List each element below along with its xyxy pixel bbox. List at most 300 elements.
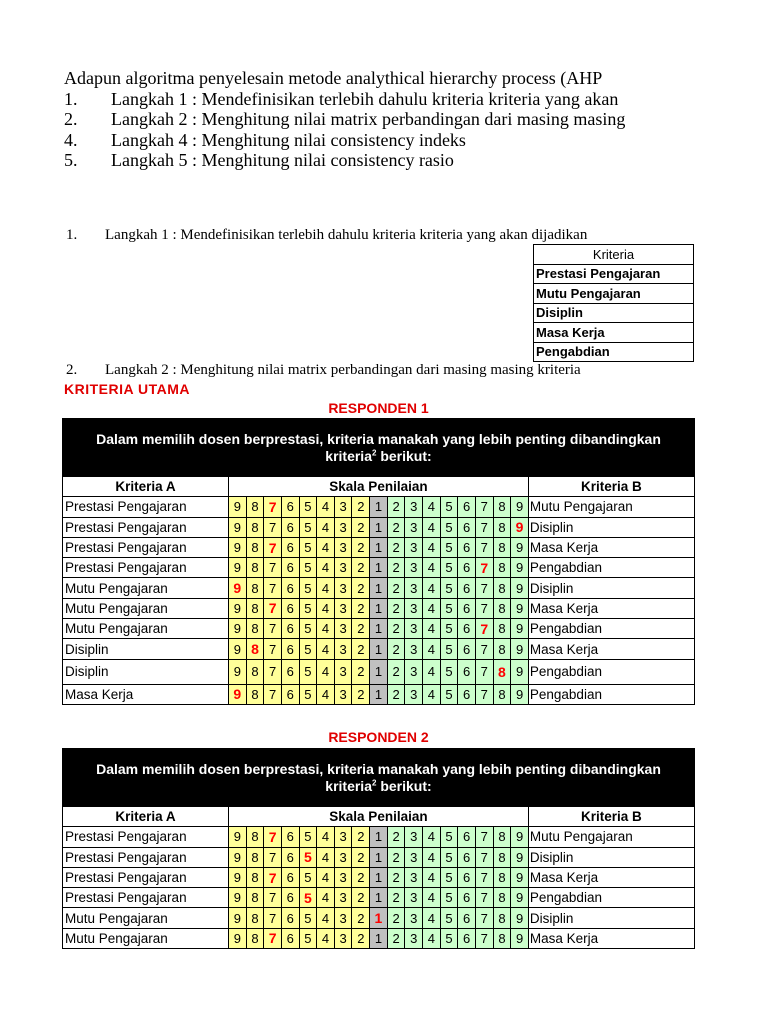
scale-cell[interactable]: 8 [493,537,511,557]
scale-cell[interactable]: 5 [440,578,458,598]
scale-cell[interactable]: 7 [475,684,493,704]
scale-cell[interactable]: 9 [229,867,247,887]
scale-cell[interactable]: 4 [317,537,335,557]
scale-cell[interactable]: 3 [405,888,423,908]
scale-cell[interactable]: 4 [423,639,441,659]
scale-cell[interactable]: 6 [281,598,299,618]
scale-cell[interactable]: 5 [440,639,458,659]
scale-cell[interactable]: 9 [229,517,247,537]
table-row [63,619,695,639]
step-number: 2. [64,109,78,129]
scale-cell[interactable]: 3 [405,847,423,867]
scale-cell[interactable]: 2 [387,558,405,578]
scale-cell[interactable]: 9 [229,598,247,618]
scale-cell[interactable]: 5 [440,537,458,557]
scale-cell[interactable]: 3 [405,684,423,704]
scale-cell[interactable]: 6 [458,908,476,928]
scale-cell[interactable]: 6 [458,639,476,659]
scale-cell[interactable]: 1 [370,659,388,684]
scale-cell[interactable]: 9 [229,558,247,578]
scale-cell[interactable]: 1 [370,578,388,598]
scale-cell[interactable]: 1 [370,928,388,948]
scale-cell[interactable]: 6 [458,684,476,704]
scale-cell[interactable]: 3 [405,598,423,618]
scale-cell[interactable]: 3 [405,537,423,557]
scale-cell[interactable]: 7 [264,684,282,704]
kriteria-b-cell: Pengabdian [528,619,694,639]
scale-cell[interactable]: 5 [299,908,317,928]
scale-cell[interactable]: 7 [264,908,282,928]
scale-cell[interactable]: 5 [440,684,458,704]
scale-cell[interactable]: 8 [493,684,511,704]
scale-cell[interactable]: 7 [475,517,493,537]
scale-cell[interactable]: 9 [229,659,247,684]
scale-cell[interactable]: 3 [405,497,423,517]
scale-cell[interactable]: 8 [493,619,511,639]
scale-cell[interactable]: 7 [264,827,282,847]
scale-cell[interactable]: 7 [475,908,493,928]
step-number: 1. [64,88,78,109]
scale-cell[interactable]: 8 [246,619,264,639]
scale-cell[interactable]: 3 [334,578,352,598]
scale-cell[interactable]: 9 [511,908,529,928]
scale-cell[interactable]: 2 [352,517,370,537]
scale-cell[interactable]: 7 [264,517,282,537]
kriteria-a-cell: Prestasi Pengajaran [63,867,229,887]
scale-cell[interactable]: 7 [475,639,493,659]
scale-cell[interactable]: 4 [317,908,335,928]
question-row [63,419,695,477]
scale-cell[interactable]: 8 [246,908,264,928]
scale-cell[interactable]: 8 [493,517,511,537]
scale-cell[interactable]: 5 [299,619,317,639]
scale-cell[interactable]: 9 [511,639,529,659]
scale-cell[interactable]: 9 [229,847,247,867]
scale-cell[interactable]: 5 [299,578,317,598]
scale-cell[interactable]: 2 [352,659,370,684]
scale-cell[interactable]: 1 [370,847,388,867]
kriteria-a-cell: Masa Kerja [63,684,229,704]
scale-cell[interactable]: 6 [458,558,476,578]
scale-cell[interactable]: 5 [299,497,317,517]
scale-cell[interactable]: 9 [229,928,247,948]
scale-cell[interactable]: 9 [511,578,529,598]
scale-cell[interactable]: 3 [405,619,423,639]
scale-cell[interactable]: 4 [317,598,335,618]
scale-cell[interactable]: 6 [458,867,476,887]
scale-cell[interactable]: 7 [264,639,282,659]
scale-cell[interactable]: 3 [405,558,423,578]
scale-cell[interactable]: 4 [317,639,335,659]
respondent-title: RESPONDEN 2 [328,729,429,745]
scale-cell[interactable]: 8 [246,598,264,618]
scale-cell[interactable]: 2 [387,827,405,847]
col-skala-penilaian: Skala Penilaian [229,807,529,827]
scale-cell[interactable]: 3 [334,928,352,948]
scale-cell[interactable]: 7 [475,888,493,908]
scale-cell[interactable]: 2 [352,578,370,598]
scale-cell[interactable]: 9 [229,827,247,847]
scale-cell[interactable]: 6 [281,827,299,847]
question-text-2 [73,448,684,465]
scale-cell[interactable]: 8 [246,847,264,867]
scale-cell[interactable]: 7 [475,598,493,618]
scale-cell[interactable]: 1 [370,639,388,659]
scale-cell[interactable]: 5 [440,827,458,847]
scale-cell[interactable]: 6 [281,867,299,887]
scale-cell[interactable]: 4 [423,928,441,948]
scale-cell[interactable]: 8 [493,578,511,598]
scale-cell[interactable]: 6 [281,684,299,704]
scale-cell[interactable]: 2 [352,537,370,557]
scale-cell[interactable]: 4 [423,537,441,557]
scale-cell[interactable]: 9 [229,619,247,639]
scale-cell[interactable]: 9 [511,517,529,537]
scale-cell[interactable]: 8 [493,928,511,948]
scale-cell[interactable]: 1 [370,558,388,578]
scale-cell[interactable]: 3 [334,558,352,578]
scale-cell[interactable]: 7 [475,867,493,887]
scale-cell[interactable]: 2 [352,619,370,639]
scale-cell[interactable]: 2 [387,888,405,908]
scale-cell[interactable]: 6 [281,558,299,578]
scale-cell[interactable]: 2 [387,847,405,867]
scale-cell[interactable]: 4 [317,867,335,887]
scale-cell[interactable]: 3 [405,928,423,948]
scale-cell[interactable]: 7 [264,558,282,578]
scale-cell[interactable]: 9 [229,497,247,517]
scale-cell[interactable]: 6 [281,639,299,659]
scale-cell[interactable]: 4 [317,827,335,847]
scale-cell[interactable]: 6 [281,888,299,908]
scale-cell[interactable]: 5 [299,847,317,867]
column-header-row [63,807,695,827]
scale-cell[interactable]: 4 [317,558,335,578]
scale-cell[interactable]: 7 [264,659,282,684]
scale-cell[interactable]: 6 [458,928,476,948]
scale-cell[interactable]: 8 [493,497,511,517]
scale-cell[interactable]: 7 [475,928,493,948]
scale-cell[interactable]: 5 [440,517,458,537]
scale-cell[interactable]: 3 [334,517,352,537]
scale-cell[interactable]: 2 [387,517,405,537]
scale-cell[interactable]: 4 [317,659,335,684]
scale-cell[interactable]: 9 [511,827,529,847]
scale-cell[interactable]: 4 [423,684,441,704]
scale-cell[interactable]: 5 [440,888,458,908]
scale-cell[interactable]: 6 [458,598,476,618]
scale-cell[interactable]: 6 [281,517,299,537]
scale-cell[interactable]: 8 [493,598,511,618]
scale-cell[interactable]: 2 [352,497,370,517]
scale-cell[interactable]: 5 [299,639,317,659]
scale-cell[interactable]: 3 [334,659,352,684]
scale-cell[interactable]: 9 [229,684,247,704]
scale-cell[interactable]: 7 [475,497,493,517]
scale-cell[interactable]: 5 [299,558,317,578]
scale-cell[interactable]: 3 [405,639,423,659]
scale-cell[interactable]: 8 [246,659,264,684]
scale-cell[interactable]: 2 [352,867,370,887]
scale-cell[interactable]: 7 [475,847,493,867]
scale-cell[interactable]: 3 [334,684,352,704]
scale-cell[interactable]: 2 [352,684,370,704]
scale-cell[interactable]: 7 [264,619,282,639]
scale-cell[interactable]: 2 [387,928,405,948]
scale-cell[interactable]: 4 [423,497,441,517]
scale-cell[interactable]: 8 [246,888,264,908]
scale-cell[interactable]: 9 [229,639,247,659]
scale-cell[interactable]: 5 [440,619,458,639]
scale-cell[interactable]: 7 [475,619,493,639]
scale-cell[interactable]: 8 [246,639,264,659]
scale-cell[interactable]: 6 [458,888,476,908]
scale-cell[interactable]: 3 [334,847,352,867]
scale-cell[interactable]: 1 [370,598,388,618]
scale-cell[interactable]: 5 [440,908,458,928]
scale-cell[interactable]: 3 [334,537,352,557]
scale-cell[interactable]: 2 [387,578,405,598]
scale-cell[interactable]: 2 [352,827,370,847]
scale-cell[interactable]: 8 [493,888,511,908]
scale-cell[interactable]: 9 [511,497,529,517]
scale-cell[interactable]: 4 [317,578,335,598]
scale-cell[interactable]: 6 [281,537,299,557]
scale-cell[interactable]: 7 [264,537,282,557]
scale-cell[interactable]: 4 [423,867,441,887]
scale-cell[interactable]: 9 [229,537,247,557]
scale-cell[interactable]: 8 [493,908,511,928]
table-row [63,684,695,704]
scale-cell[interactable]: 8 [246,867,264,887]
scale-cell[interactable]: 4 [423,517,441,537]
scale-cell[interactable]: 4 [317,517,335,537]
scale-cell[interactable]: 2 [352,928,370,948]
scale-cell[interactable]: 3 [334,908,352,928]
scale-cell[interactable]: 7 [475,558,493,578]
scale-cell[interactable]: 3 [334,827,352,847]
scale-cell[interactable]: 2 [387,867,405,887]
scale-cell[interactable]: 5 [299,684,317,704]
scale-cell[interactable]: 5 [299,537,317,557]
scale-cell[interactable]: 6 [281,928,299,948]
scale-cell[interactable]: 6 [281,847,299,867]
scale-cell[interactable]: 8 [246,497,264,517]
scale-cell[interactable]: 2 [387,908,405,928]
scale-cell[interactable]: 6 [458,659,476,684]
step2-heading [66,361,768,379]
scale-cell[interactable]: 8 [493,867,511,887]
table-row [63,578,695,598]
scale-cell[interactable]: 8 [493,558,511,578]
scale-cell[interactable]: 1 [370,497,388,517]
scale-cell[interactable]: 2 [352,847,370,867]
scale-cell[interactable]: 4 [317,888,335,908]
scale-cell[interactable]: 8 [246,827,264,847]
scale-cell[interactable]: 5 [440,497,458,517]
scale-cell[interactable]: 2 [387,598,405,618]
scale-cell[interactable]: 1 [370,537,388,557]
scale-cell[interactable]: 9 [511,847,529,867]
scale-cell[interactable]: 6 [458,827,476,847]
scale-cell[interactable]: 5 [299,598,317,618]
kriteria-a-cell: Prestasi Pengajaran [63,558,229,578]
scale-cell[interactable]: 7 [264,928,282,948]
scale-cell[interactable]: 6 [458,537,476,557]
scale-cell[interactable]: 4 [423,659,441,684]
scale-cell[interactable]: 7 [264,867,282,887]
scale-cell[interactable]: 5 [299,867,317,887]
scale-cell[interactable]: 9 [511,558,529,578]
scale-cell[interactable]: 8 [246,558,264,578]
scale-cell[interactable]: 6 [281,908,299,928]
scale-cell[interactable]: 9 [511,598,529,618]
kriteria-b-cell: Pengabdian [528,684,694,704]
scale-cell[interactable]: 4 [423,888,441,908]
scale-cell[interactable]: 2 [352,598,370,618]
kriteria-a-cell: Prestasi Pengajaran [63,517,229,537]
scale-cell[interactable]: 5 [440,847,458,867]
scale-cell[interactable]: 9 [511,684,529,704]
intro-step [64,130,768,151]
scale-cell[interactable]: 5 [299,659,317,684]
scale-cell[interactable]: 1 [370,517,388,537]
scale-cell[interactable]: 6 [458,619,476,639]
scale-cell[interactable]: 3 [334,867,352,887]
scale-cell[interactable]: 7 [264,847,282,867]
scale-cell[interactable]: 5 [440,867,458,887]
scale-cell[interactable]: 2 [352,558,370,578]
scale-cell[interactable]: 4 [317,684,335,704]
kriteria-a-cell: Disiplin [63,639,229,659]
scale-cell[interactable]: 2 [387,497,405,517]
table-row [63,867,695,887]
scale-cell[interactable]: 3 [405,867,423,887]
scale-cell[interactable]: 3 [405,578,423,598]
scale-cell[interactable]: 9 [511,888,529,908]
scale-cell[interactable]: 9 [511,867,529,887]
scale-cell[interactable]: 7 [264,888,282,908]
scale-cell[interactable]: 6 [458,497,476,517]
scale-cell[interactable]: 8 [246,928,264,948]
scale-cell[interactable]: 4 [423,619,441,639]
scale-cell[interactable]: 2 [387,619,405,639]
scale-cell[interactable]: 4 [423,847,441,867]
scale-cell[interactable]: 4 [317,847,335,867]
scale-cell[interactable]: 4 [317,928,335,948]
scale-cell[interactable]: 9 [511,928,529,948]
scale-cell[interactable]: 9 [511,659,529,684]
scale-cell[interactable]: 5 [440,659,458,684]
scale-cell[interactable]: 6 [281,578,299,598]
scale-cell[interactable]: 8 [493,659,511,684]
scale-cell[interactable]: 4 [423,827,441,847]
scale-cell[interactable]: 1 [370,867,388,887]
table-row [63,908,695,928]
scale-cell[interactable]: 4 [317,619,335,639]
scale-cell[interactable]: 7 [264,497,282,517]
scale-cell[interactable]: 2 [352,908,370,928]
scale-cell[interactable]: 8 [493,827,511,847]
scale-cell[interactable]: 3 [334,598,352,618]
scale-cell[interactable]: 7 [264,598,282,618]
scale-cell[interactable]: 7 [475,827,493,847]
scale-cell[interactable]: 2 [352,639,370,659]
scale-cell[interactable]: 3 [405,659,423,684]
scale-cell[interactable]: 3 [334,888,352,908]
scale-cell[interactable]: 9 [229,888,247,908]
scale-cell[interactable]: 4 [423,558,441,578]
scale-cell[interactable]: 9 [229,908,247,928]
scale-cell[interactable]: 2 [352,888,370,908]
scale-cell[interactable]: 7 [475,578,493,598]
scale-cell[interactable]: 8 [493,639,511,659]
scale-cell[interactable]: 8 [246,517,264,537]
kriteria-a-cell: Disiplin [63,659,229,684]
scale-cell[interactable]: 1 [370,619,388,639]
scale-cell[interactable]: 6 [281,497,299,517]
scale-cell[interactable]: 5 [299,888,317,908]
scale-cell[interactable]: 5 [299,928,317,948]
step-number: 1. [66,227,78,243]
scale-cell[interactable]: 4 [423,598,441,618]
scale-cell[interactable]: 8 [493,847,511,867]
question-sup: 2 [371,777,377,787]
scale-cell[interactable]: 3 [334,497,352,517]
scale-cell[interactable]: 1 [370,827,388,847]
scale-cell[interactable]: 7 [475,537,493,557]
scale-cell[interactable]: 1 [370,888,388,908]
scale-cell[interactable]: 1 [370,684,388,704]
scale-cell[interactable]: 1 [370,908,388,928]
scale-cell[interactable]: 3 [405,517,423,537]
scale-cell[interactable]: 6 [281,619,299,639]
scale-cell[interactable]: 7 [264,578,282,598]
scale-cell[interactable]: 2 [387,639,405,659]
scale-cell[interactable]: 5 [440,598,458,618]
scale-cell[interactable]: 3 [405,908,423,928]
scale-cell[interactable]: 3 [405,827,423,847]
question-word: kriteria [325,447,372,464]
scale-cell[interactable]: 9 [511,537,529,557]
scale-cell[interactable]: 8 [246,684,264,704]
scale-cell[interactable]: 6 [458,578,476,598]
scale-cell[interactable]: 6 [458,847,476,867]
scale-cell[interactable]: 5 [440,558,458,578]
scale-cell[interactable]: 9 [229,578,247,598]
scale-cell[interactable]: 2 [387,537,405,557]
scale-cell[interactable]: 7 [475,659,493,684]
scale-cell[interactable]: 3 [334,639,352,659]
step-text: Langkah 1 : Mendefinisikan terlebih dahulu kriteria kriteria yang akan [111,88,619,109]
scale-cell[interactable]: 9 [511,619,529,639]
col-kriteria-a: Kriteria A [63,807,229,827]
scale-cell[interactable]: 3 [334,619,352,639]
scale-cell[interactable]: 6 [458,517,476,537]
scale-cell[interactable]: 6 [281,659,299,684]
scale-cell[interactable]: 5 [440,928,458,948]
scale-cell[interactable]: 5 [299,827,317,847]
scale-cell[interactable]: 2 [387,684,405,704]
scale-cell[interactable]: 8 [246,578,264,598]
scale-cell[interactable]: 8 [246,537,264,557]
scale-cell[interactable]: 5 [299,517,317,537]
table-row [63,888,695,908]
scale-cell[interactable]: 4 [423,578,441,598]
scale-cell[interactable]: 4 [317,497,335,517]
scale-cell[interactable]: 2 [387,659,405,684]
scale-cell[interactable]: 4 [423,908,441,928]
